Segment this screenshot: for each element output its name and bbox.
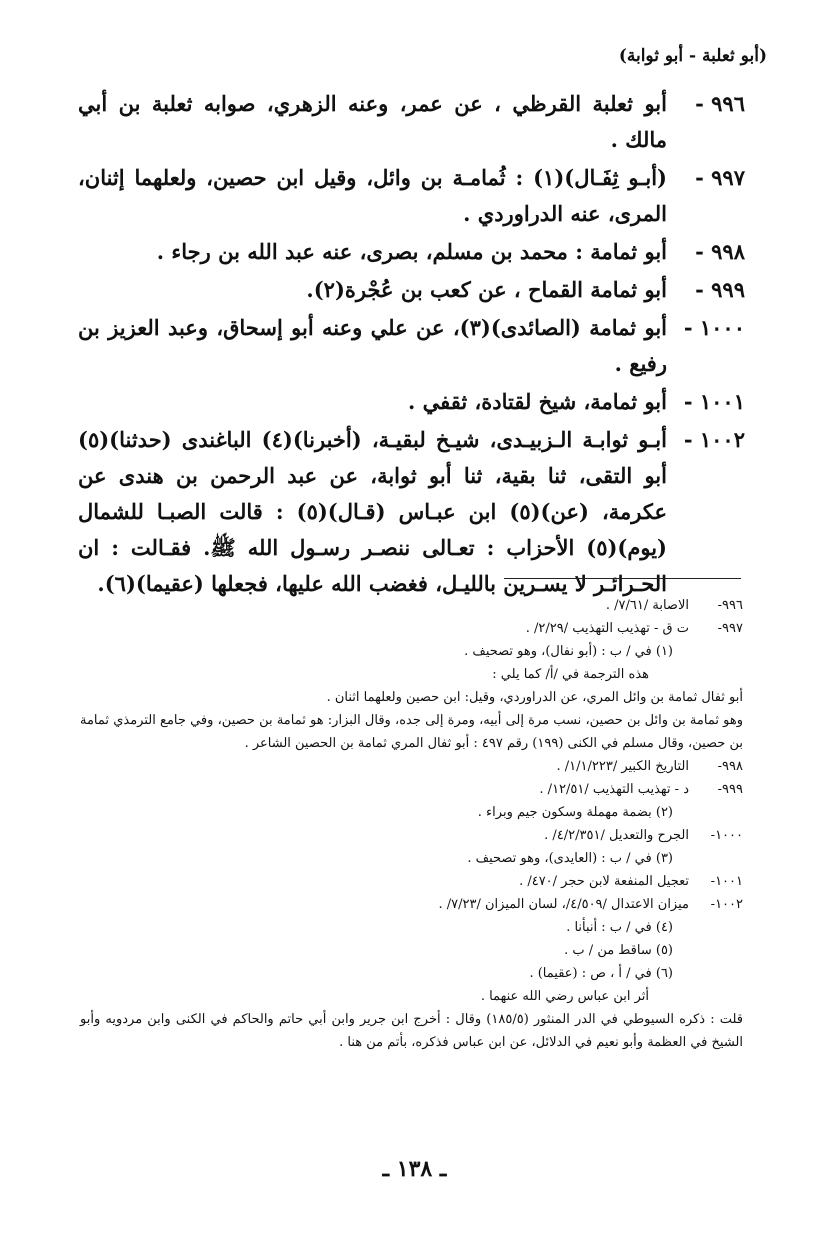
footnote-text: (٣) في / ب : (العايدى)، وهو تصحيف . — [467, 851, 673, 866]
footnote-number: ٩٩٧- — [717, 621, 743, 636]
footnote-text: (١) في / ب : (أبو نفال)، وهو تصحيف . — [464, 644, 673, 659]
footnote — [80, 962, 743, 985]
footnote — [80, 640, 743, 663]
entry-number: ١٠٠١ - — [683, 389, 745, 414]
footnote — [80, 594, 743, 617]
footnote-text: ميزان الاعتدال /٤/٥٠٩/، لسان الميزان /٧/٢٣/ . — [438, 897, 689, 912]
entry-text: (أبـو ثِفَـال)(١) : ثُمامـة بن وائل، وقيل ابن حصين، ولعلهما إثنان، المرى، عنه الدراوردي . — [78, 165, 667, 226]
footnotes — [80, 594, 743, 1054]
entry — [78, 310, 745, 382]
entry — [78, 160, 745, 232]
footnote-divider — [504, 578, 741, 579]
footnote-text: (٥) ساقط من / ب . — [564, 943, 673, 958]
footnote-text: تعجيل المنفعة لابن حجر /٤٧٠/ . — [519, 874, 689, 889]
footnote — [80, 801, 743, 824]
footnote — [80, 617, 743, 640]
entry-text: أبو ثمامة : محمد بن مسلم، بصرى، عنه عبد الله بن رجاء . — [156, 239, 667, 264]
entry-text: أبو ثمامة، شيخ لقتادة، ثقفي . — [407, 389, 667, 414]
footnote-text: الجرح والتعديل /٤/٢/٣٥١/ . — [544, 828, 689, 843]
entry-number: ٩٩٦ - — [695, 91, 745, 116]
footnote-text: أثر ابن عباس رضي الله عنهما . — [480, 989, 649, 1004]
entry-text: أبو ثمامة القماح ، عن كعب بن عُجْرة(٢). — [306, 277, 667, 302]
footnote-number: ١٠٠١- — [710, 874, 743, 889]
footnote-text: قلت : ذكره السيوطي في الدر المنثور (١٨٥/٥) وقال : أخرج ابن جرير وابن أبي حاتم والحاكم في الكنى وابن مردويه وأبو الشيخ في العظمة وأبو نعيم في الدلائل، عن ابن عباس فذكره، بأتم من هنا . — [80, 1012, 743, 1050]
footnote-text: الاصابة /٧/٦١/ . — [605, 598, 689, 613]
footnote — [80, 755, 743, 778]
entry-number: ٩٩٩ - — [695, 277, 745, 302]
footnote — [80, 870, 743, 893]
footnote-text: ت ق - تهذيب التهذيب /٢/٢٩/ . — [525, 621, 689, 636]
footnote — [80, 916, 743, 939]
footnote-text: (٤) في / ب : أنبأنا . — [566, 920, 673, 935]
footnote-number: ٩٩٩- — [717, 782, 743, 797]
footnote-number: ١٠٠٠- — [710, 828, 743, 843]
footnote — [80, 985, 743, 1008]
entries-list — [78, 86, 745, 602]
entry-number: ٩٩٨ - — [695, 239, 745, 264]
footnote-text: (٦) في / أ ، ص : (عقيما) . — [529, 966, 673, 981]
entry — [78, 384, 745, 420]
footnote-text: هذه الترجمة في /أ/ كما يلي : — [492, 667, 649, 682]
footnote-text: (٢) بضمة مهملة وسكون جيم وبراء . — [477, 805, 673, 820]
footnote — [80, 709, 743, 755]
footnote — [80, 824, 743, 847]
entry — [78, 272, 745, 308]
footnote-number: ٩٩٨- — [717, 759, 743, 774]
entry — [78, 234, 745, 270]
footnote — [80, 663, 743, 686]
entry-text: أبو ثعلبة القرظي ، عن عمر، وعنه الزهري، صوابه ثعلبة بن أبي مالك . — [78, 91, 667, 152]
footnote — [80, 778, 743, 801]
footnote-number: ١٠٠٢- — [710, 897, 743, 912]
footnote-text: التاريخ الكبير /١/١/٢٢٣/ . — [556, 759, 689, 774]
footnote — [80, 939, 743, 962]
entry — [78, 422, 745, 602]
entry-number: ٩٩٧ - — [695, 165, 745, 190]
footnote-text: أبو ثفال ثمامة بن وائل المري، عن الدراوردي، وقيل: ابن حصين ولعلهما اثنان . — [326, 690, 743, 705]
page-number: ـ ١٣٨ ـ — [382, 1156, 447, 1182]
entry-number: ١٠٠٠ - — [683, 315, 745, 340]
footnote — [80, 1008, 743, 1054]
footnote-text: د - تهذيب التهذيب /١٢/٥١/ . — [539, 782, 689, 797]
entry-text: أبـو ثوابـة الـزبيـدى، شيـخ لبقيـة، (أخبرنا)(٤) الباغندى (حدثنا)(٥) أبو التقى، ثنا بقية، ثنا أبو ثوابة، عن عبد الرحمن بن هندى عن عكرمة، (عن)(٥) ابن عبـاس (قـال)(٥) : قالت الصبـا للشمال (يوم)(٥) الأحزاب : تعـالى ننصـر رسـول الله ﷺ. فقـالت : ان الحـرائـر لا يسـرين بالليـل، فغضب الله عليها، فجعلها (عقيما)(٦). — [78, 427, 667, 596]
footnote-number: ٩٩٦- — [717, 598, 743, 613]
entry-text: أبو ثمامة (الصائدى)(٣)، عن علي وعنه أبو إسحاق، وعبد العزيز بن رفيع . — [78, 315, 668, 376]
footnote-text: وهو ثمامة بن وائل بن حصين، نسب مرة إلى أبيه، ومرة إلى جده، وقال البزار: هو ثمامة بن حصين، وفي جامع الترمذي ثمامة بن حصين، وقال مسلم في الكنى (١٩٩) رقم ٤٩٧ : أبو ثفال المري ثمامة بن الحصين الشاعر . — [80, 713, 743, 751]
running-header: (أبو ثعلبة - أبو ثوابة) — [618, 46, 767, 66]
entry-number: ١٠٠٢ - — [683, 427, 745, 452]
footnote — [80, 847, 743, 870]
entry — [78, 86, 745, 158]
footnote — [80, 893, 743, 916]
footnote — [80, 686, 743, 709]
